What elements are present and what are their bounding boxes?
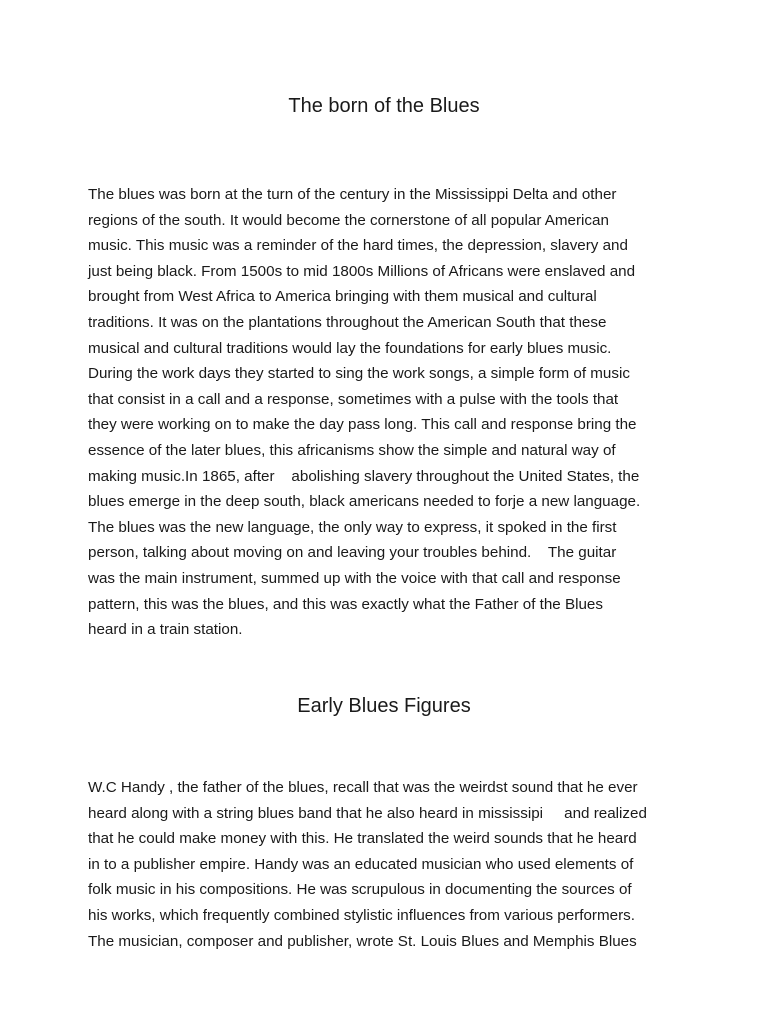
body-paragraph-born-of-blues bbox=[88, 182, 688, 643]
paragraph-line: that he could make money with this. He translated the weird sounds that he heard bbox=[88, 830, 637, 848]
paragraph-line: The blues was born at the turn of the century in the Mississippi Delta and other bbox=[88, 186, 617, 203]
paragraph-line: music. This music was a reminder of the hard times, the depression, slavery and bbox=[88, 237, 628, 255]
paragraph-line: brought from West Africa to America bringing with them musical and cultural bbox=[88, 288, 597, 306]
paragraph-line: W.C Handy , the father of the blues, recall that was the weirdst sound that he ever bbox=[88, 779, 638, 796]
section-heading-born-of-blues: The born of the Blues bbox=[288, 95, 480, 117]
paragraph-line: person, talking about moving on and leaving your troubles behind. The guitar bbox=[88, 544, 617, 562]
body-paragraph-early-blues-figures bbox=[88, 775, 688, 954]
paragraph-line: musical and cultural traditions would lay the foundations for early blues music. bbox=[88, 339, 612, 357]
paragraph-line: making music.In 1865, after abolishing slavery throughout the United States, the bbox=[88, 467, 640, 485]
paragraph-line: his works, which frequently combined stylistic influences from various performers. bbox=[88, 906, 635, 924]
paragraph-line: heard in a train station. bbox=[88, 621, 243, 639]
paragraph-line: just being black. From 1500s to mid 1800s Millions of Africans were enslaved and bbox=[88, 262, 636, 280]
paragraph-line: was the main instrument, summed up with the voice with that call and response bbox=[88, 569, 621, 587]
paragraph-line: During the work days they started to sing the work songs, a simple form of music bbox=[88, 365, 630, 383]
paragraph-line: essence of the later blues, this africanisms show the simple and natural way of bbox=[88, 441, 616, 459]
paragraph-line: heard along with a string blues band that he also heard in mississipi and realized bbox=[88, 804, 647, 822]
section-heading-early-blues-figures: Early Blues Figures bbox=[297, 695, 471, 717]
paragraph-line: pattern, this was the blues, and this was exactly what the Father of the Blues bbox=[88, 595, 603, 613]
paragraph-line: blues emerge in the deep south, black americans needed to forje a new language. bbox=[88, 493, 641, 511]
paragraph-line: they were working on to make the day pass long. This call and response bring the bbox=[88, 416, 637, 434]
paragraph-line: that consist in a call and a response, sometimes with a pulse with the tools that bbox=[88, 390, 619, 408]
paragraph-line: traditions. It was on the plantations throughout the American South that these bbox=[88, 313, 607, 331]
paragraph-line: regions of the south. It would become the cornerstone of all popular American bbox=[88, 211, 609, 229]
paragraph-line: The blues was the new language, the only way to express, it spoked in the first bbox=[88, 518, 617, 536]
paragraph-line: in to a publisher empire. Handy was an educated musician who used elements of bbox=[88, 855, 634, 873]
paragraph-line: folk music in his compositions. He was scrupulous in documenting the sources of bbox=[88, 881, 632, 899]
paragraph-line: The musician, composer and publisher, wrote St. Louis Blues and Memphis Blues bbox=[88, 932, 637, 950]
